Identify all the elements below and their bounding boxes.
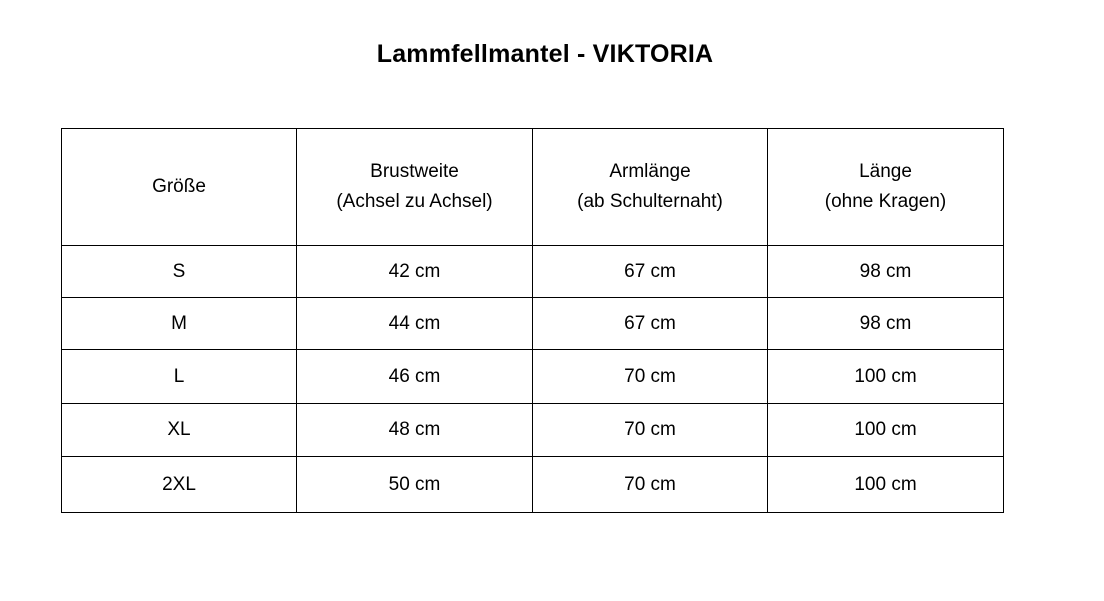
cell-arm-length: 70 cm: [533, 404, 768, 457]
table-row: [62, 298, 1004, 350]
cell-length: 100 cm: [768, 457, 1004, 513]
header-arm-length-label: Armlänge: [609, 161, 691, 182]
cell-size: S: [62, 246, 297, 298]
cell-size: XL: [62, 404, 297, 457]
cell-chest-width: 50 cm: [297, 457, 533, 513]
cell-arm-length: 70 cm: [533, 457, 768, 513]
cell-size: M: [62, 298, 297, 350]
header-length-note: (ohne Kragen): [824, 191, 947, 212]
cell-length: 98 cm: [768, 298, 1004, 350]
table-header-row: [62, 129, 1004, 246]
table-row: [62, 350, 1004, 404]
header-size-label: Größe: [152, 176, 206, 197]
cell-arm-length: 67 cm: [533, 246, 768, 298]
header-arm-length: [533, 129, 768, 246]
cell-arm-length: 70 cm: [533, 350, 768, 404]
cell-length: 100 cm: [768, 404, 1004, 457]
header-chest-width-label: Brustweite: [370, 161, 459, 182]
header-arm-length-note: (ab Schulternaht): [577, 191, 723, 212]
cell-length: 100 cm: [768, 350, 1004, 404]
table-row: [62, 246, 1004, 298]
header-length: [768, 129, 1004, 246]
cell-size: 2XL: [62, 457, 297, 513]
header-chest-width-note: (Achsel zu Achsel): [336, 191, 493, 212]
table-row: [62, 457, 1004, 513]
cell-chest-width: 42 cm: [297, 246, 533, 298]
cell-size: L: [62, 350, 297, 404]
cell-chest-width: 44 cm: [297, 298, 533, 350]
cell-arm-length: 67 cm: [533, 298, 768, 350]
page-title: Lammfellmantel - VIKTORIA: [376, 40, 714, 68]
cell-chest-width: 46 cm: [297, 350, 533, 404]
cell-chest-width: 48 cm: [297, 404, 533, 457]
header-size: [62, 129, 297, 246]
size-chart-table: [61, 128, 1004, 513]
header-chest-width: [297, 129, 533, 246]
header-length-label: Länge: [859, 161, 912, 182]
table-row: [62, 404, 1004, 457]
cell-length: 98 cm: [768, 246, 1004, 298]
